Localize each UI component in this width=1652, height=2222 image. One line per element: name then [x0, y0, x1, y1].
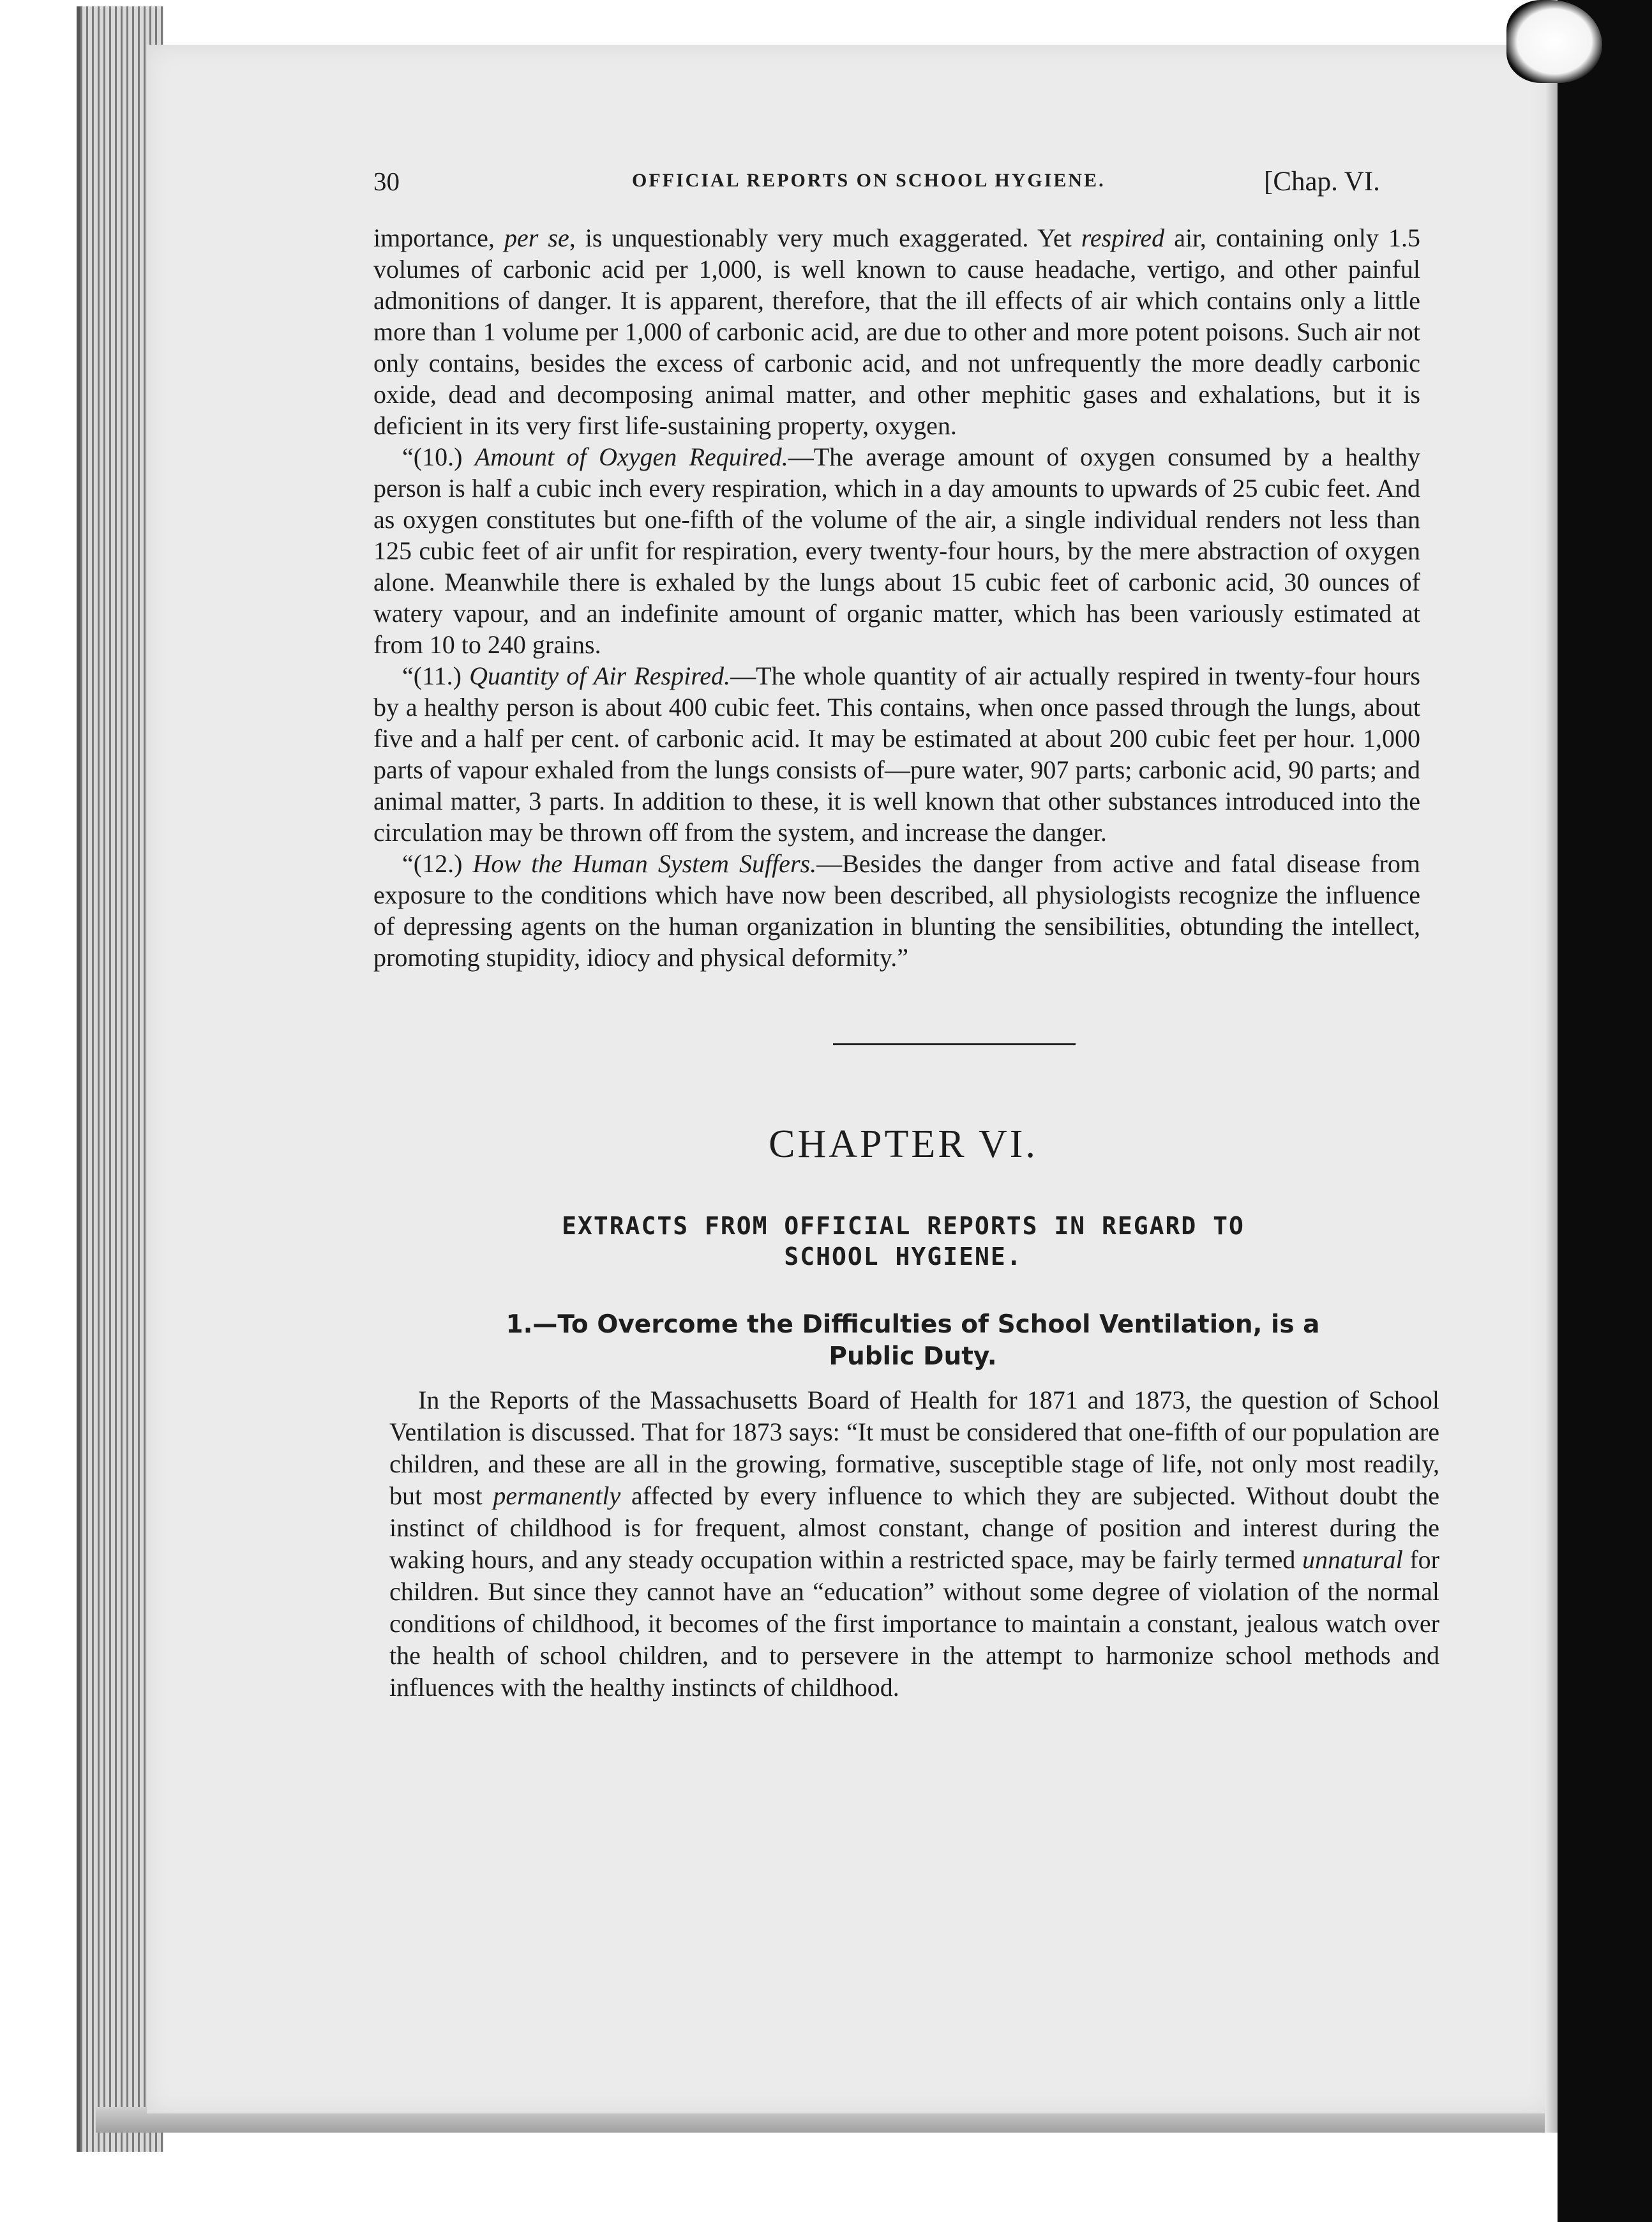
paragraph-continuation — [373, 222, 1420, 441]
paragraph-massachusetts-report — [389, 1384, 1439, 1704]
paragraph-human-system — [373, 848, 1420, 973]
section-title — [389, 1309, 1436, 1373]
paragraph-oxygen-required — [373, 441, 1420, 660]
chapter-title-line: SCHOOL HYGIENE. — [784, 1243, 1023, 1271]
italic-run: Quantity of Air Respired. — [469, 661, 731, 690]
text-run: , is unquestionably very much exaggerated. Yet — [569, 223, 1081, 252]
italic-run: permanently — [493, 1481, 621, 1510]
section-divider — [833, 1043, 1076, 1045]
running-chapter: [Chap. VI. — [1264, 167, 1380, 197]
text-run: —Besides the danger from active and fatal disease from exposure to the conditions which have now been described, all physiologists recognize the influence of depressing agents on the human organization in blunting the sensibilities, obtunding the intellect, promoting stupidity, idiocy and physical deformity.” — [373, 849, 1420, 972]
running-title: OFFICIAL REPORTS ON SCHOOL HYGIENE. — [632, 170, 1106, 191]
paragraph-air-respired — [373, 660, 1420, 848]
body-text — [373, 222, 1420, 973]
italic-run: respired — [1081, 223, 1165, 252]
text-run: —The average amount of oxygen consumed by a healthy person is half a cubic inch every respiration, which in a day amounts to upwards of 25 cubic feet. And as oxygen constitutes but one-fifth of the volume of the air, a single individual renders not less than 125 cubic feet of air unfit for respiration, every twenty-four hours, by the mere abstraction of oxygen alone. Meanwhile there is exhaled by the lungs about 15 cubic feet of carbonic acid, 30 ounces of watery vapour, and an indefinite amount of organic matter, which has been variously estimated at from 10 to 240 grains. — [373, 442, 1420, 659]
text-run: In the Reports of the Massachusetts Board of Health for 1871 and 1873, the question of School Ventilation is discussed. That for 1873 says: “It must be considered that one-fifth of our population are children, and these are all in the growing, formative, susceptible stage of life, not only most readily, but most — [389, 1386, 1439, 1510]
page-number: 30 — [373, 167, 400, 196]
italic-run: unnatural — [1302, 1545, 1403, 1574]
scanner-border — [1558, 0, 1652, 2222]
text-run: air, containing only 1.5 volumes of carbonic acid per 1,000, is well known to cause headache, vertigo, and other painful admonitions of danger. It is apparent, therefore, that the ill effects of air which contains only a little more than 1 volume per 1,000 of carbonic acid, are due to other and more potent poisons. Such air not only contains, besides the excess of carbonic acid, and not unfrequently the more deadly carbonic oxide, dead and decomposing animal matter, and other mephitic gases and exhalations, but it is deficient in its very first life-sustaining property, oxygen. — [373, 223, 1420, 440]
chapter-title-line: EXTRACTS FROM OFFICIAL REPORTS IN REGARD TO — [562, 1212, 1245, 1240]
text-run: importance, — [373, 223, 504, 252]
section-title-line: 1.—To Overcome the Difficulties of School Ventilation, is a — [506, 1310, 1320, 1339]
text-run: “(12.) — [402, 849, 473, 878]
italic-run: Amount of Oxygen Required. — [474, 442, 788, 471]
text-run: —The whole quantity of air actually respired in twenty-four hours by a healthy person is about 400 cubic feet. This contains, when once passed through the lungs, about five and a half per cent. of carbonic acid. It may be estimated at about 200 cubic feet per hour. 1,000 parts of vapour exhaled from the lungs consists of—pure water, 907 parts; carbonic acid, 90 parts; and animal matter, 3 parts. In addition to these, it is well known that other substances introduced into the circulation may be thrown off from the system, and increase the danger. — [373, 661, 1420, 847]
section-body-text — [389, 1384, 1439, 1704]
text-run: “(11.) — [402, 661, 470, 690]
section-title-line: Public Duty. — [829, 1342, 997, 1371]
text-run: affected by every influence to which they are subjected. Without doubt the instinct of childhood is for frequent, almost constant, change of position and interest during the waking hours, and any steady occupation within a restricted space, may be fairly termed — [389, 1481, 1440, 1574]
italic-run: How the Human System Suffers. — [472, 849, 817, 878]
text-run: for children. But since they cannot have an “education” without some degree of violation of the normal conditions of childhood, it becomes of the first importance to maintain a constant, jealous watch over the health of school children, and to persevere in the attempt to harmonize school methods and influences with the healthy instincts of childhood. — [389, 1545, 1439, 1702]
text-run: “(10.) — [402, 442, 475, 471]
italic-run: per se — [504, 223, 569, 252]
chapter-title — [373, 1211, 1433, 1272]
running-head — [223, 166, 1417, 204]
chapter-heading: CHAPTER VI. — [769, 1122, 1038, 1166]
page-content — [223, 166, 1440, 1704]
